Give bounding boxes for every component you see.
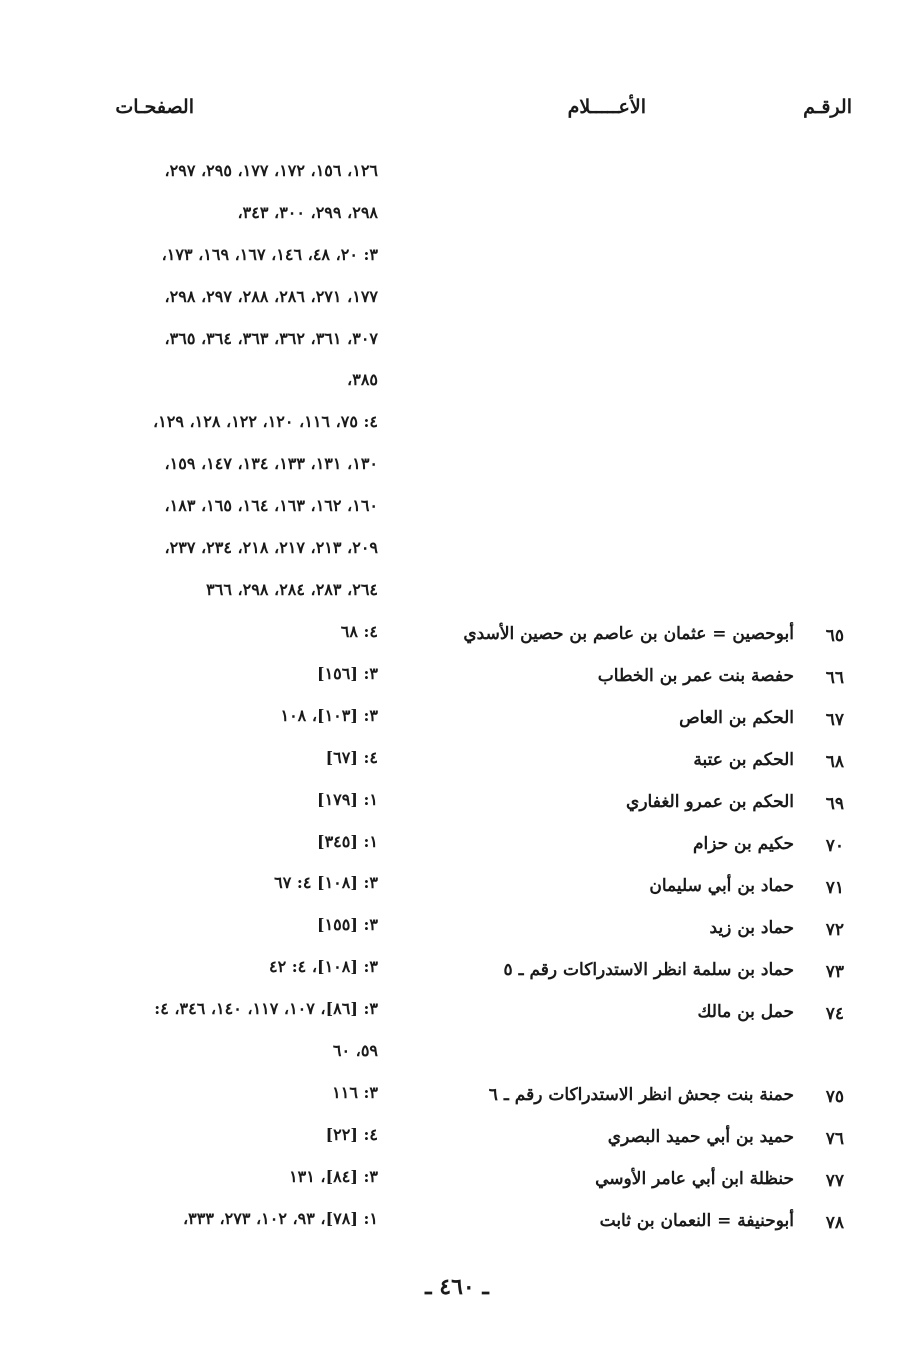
pages-line: ٤: [٦٧]	[325, 748, 378, 767]
entry-name: حماد بن سلمة انظر الاستدراكات رقم ـ ٥	[503, 960, 794, 980]
entry-number: ٧٧	[825, 1171, 844, 1191]
pages-line: ٤: ٦٨	[340, 622, 378, 641]
entry-name: حماد بن أبي سليمان	[649, 876, 794, 896]
entry-number: ٧٦	[825, 1129, 844, 1149]
pages-line: ٣: [١٥٦]	[317, 664, 378, 683]
column-header-names: الأعـــــلام	[567, 96, 646, 118]
entry-number: ٦٨	[825, 752, 844, 772]
pages-line: ١: [١٧٩]	[317, 790, 378, 809]
entry-number: ٧٥	[825, 1087, 844, 1107]
entry-name: حفصة بنت عمر بن الخطاب	[597, 666, 794, 686]
entry-number: ٦٧	[825, 710, 844, 730]
entry-name: حميد بن أبي حميد البصري	[607, 1127, 794, 1147]
entry-name: أبوحصين = عثمان بن عاصم بن حصين الأسدي	[463, 624, 794, 644]
entry-name: الحكم بن عمرو الغفاري	[626, 792, 794, 812]
page-number: ـ ٤٦٠ ـ	[425, 1274, 489, 1300]
pages-line: ٣: [٨٤]، ١٣١	[289, 1167, 378, 1186]
entry-name: حمنة بنت جحش انظر الاستدراكات رقم ـ ٦	[488, 1085, 794, 1105]
pages-line: ٣٠٧، ٣٦١، ٣٦٢، ٣٦٣، ٣٦٤، ٣٦٥،	[164, 329, 378, 348]
entry-number: ٧٢	[825, 920, 844, 940]
pages-line: ٣: [١٠٨] ٤: ٦٧	[274, 873, 378, 892]
pages-line: ٢٦٤، ٢٨٣، ٢٨٤، ٢٩٨، ٣٦٦	[206, 580, 378, 599]
entry-name: الحكم بن العاص	[679, 708, 794, 728]
entry-number: ٦٦	[825, 668, 844, 688]
pages-line: ٣: [١٥٥]	[317, 915, 378, 934]
column-header-number: الرقـم	[803, 96, 852, 118]
entry-number: ٧٠	[825, 836, 844, 856]
entry-number: ٧١	[825, 878, 844, 898]
entry-name: الحكم بن عتبة	[693, 750, 794, 770]
entry-number: ٧٨	[825, 1213, 844, 1233]
pages-line: ١: [٧٨]، ٩٣، ١٠٢، ٢٧٣، ٣٣٣،	[182, 1209, 378, 1228]
pages-line: ٥٩، ٦٠	[332, 1041, 378, 1060]
pages-line: ٣: [١٠٨]، ٤: ٤٢	[269, 957, 378, 976]
pages-line: ٣: ١١٦	[332, 1083, 378, 1102]
entry-number: ٧٤	[825, 1004, 844, 1024]
entry-number: ٧٣	[825, 962, 844, 982]
pages-line: ١٣٠، ١٣١، ١٣٣، ١٣٤، ١٤٧، ١٥٩،	[164, 454, 378, 473]
entry-name: حكيم بن حزام	[693, 834, 794, 854]
pages-line: ٣: ٢٠، ٤٨، ١٤٦، ١٦٧، ١٦٩، ١٧٣،	[161, 245, 378, 264]
pages-line: ٢٩٨، ٢٩٩، ٣٠٠، ٣٤٣،	[237, 203, 378, 222]
pages-line: ١٧٧، ٢٧١، ٢٨٦، ٢٨٨، ٢٩٧، ٢٩٨،	[164, 287, 378, 306]
pages-line: ١٦٠، ١٦٢، ١٦٣، ١٦٤، ١٦٥، ١٨٣،	[164, 496, 378, 515]
entry-name: حنظلة ابن أبي عامر الأوسي	[595, 1169, 794, 1189]
entry-number: ٦٩	[825, 794, 844, 814]
entry-name: حماد بن زيد	[709, 918, 794, 938]
pages-line: ٤: [٢٢]	[325, 1125, 378, 1144]
pages-line: ١٢٦، ١٥٦، ١٧٢، ١٧٧، ٢٩٥، ٢٩٧،	[164, 161, 378, 180]
pages-line: ٤: ٧٥، ١١٦، ١٢٠، ١٢٢، ١٢٨، ١٢٩،	[152, 412, 378, 431]
pages-line: ٣: [١٠٣]، ١٠٨	[280, 706, 378, 725]
pages-line: ٢٠٩، ٢١٣، ٢١٧، ٢١٨، ٢٣٤، ٢٣٧،	[164, 538, 378, 557]
pages-line: ١: [٣٤٥]	[317, 832, 378, 851]
entry-name: أبوحنيفة = النعمان بن ثابت	[599, 1211, 794, 1231]
pages-line: ٣٨٥،	[347, 370, 378, 389]
entry-name: حمل بن مالك	[697, 1002, 794, 1022]
pages-line: ٣: [٨٦]، ١٠٧، ١١٧، ١٤٠، ٣٤٦، ٤:	[154, 999, 378, 1018]
column-header-pages: الصفحـات	[115, 96, 194, 118]
entry-number: ٦٥	[825, 626, 844, 646]
